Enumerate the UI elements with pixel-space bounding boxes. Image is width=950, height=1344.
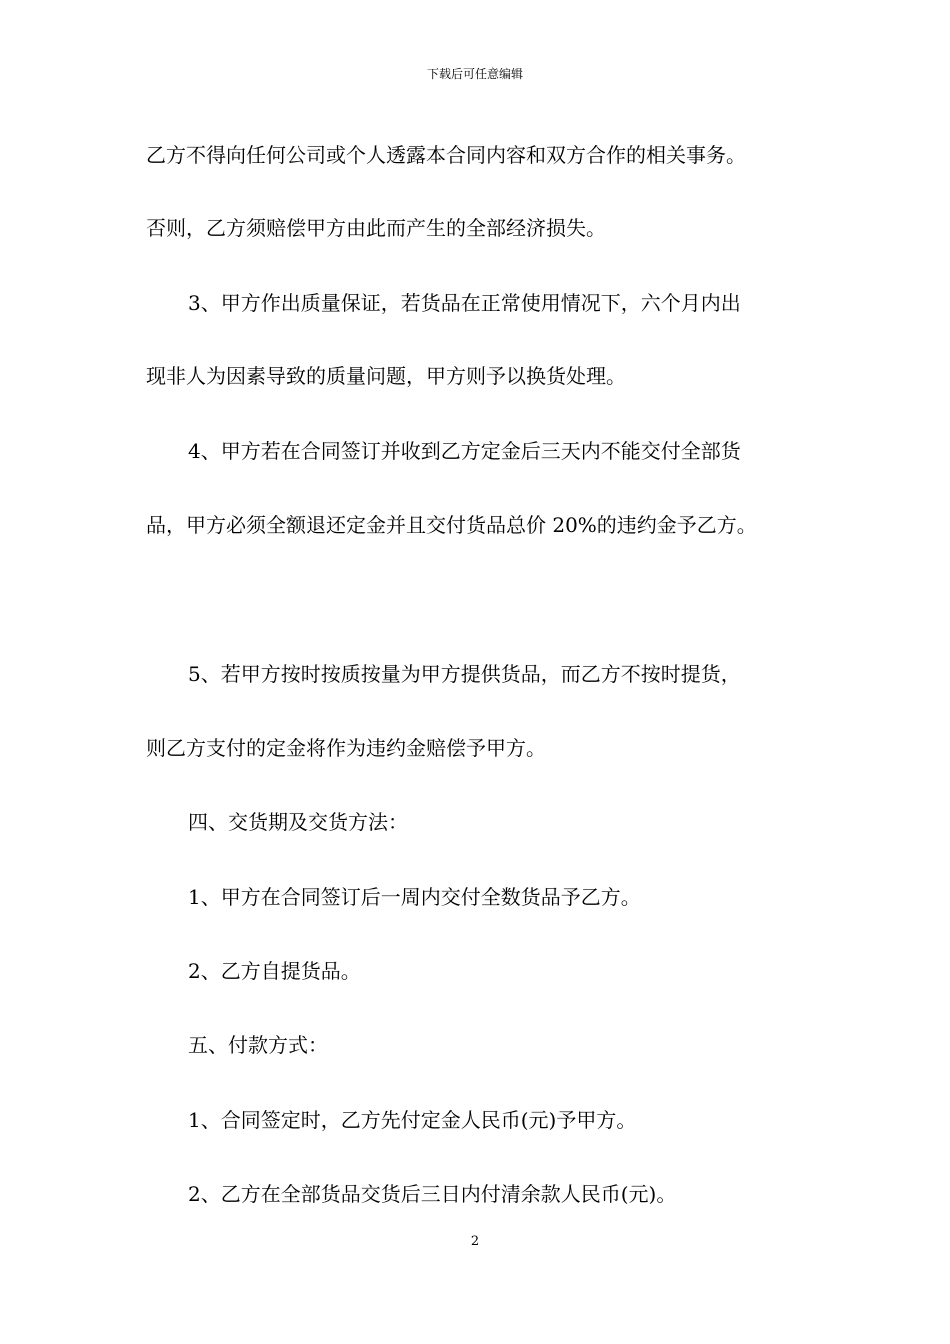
text-line-13: 1、合同签定时，乙方先付定金人民币(元)予甲方。 xyxy=(188,1108,637,1132)
text-line-8: 则乙方支付的定金将作为违约金赔偿予甲方。 xyxy=(146,736,546,760)
text-line-5: 4、甲方若在合同签订并收到乙方定金后三天内不能交付全部货 xyxy=(188,439,741,463)
text-line-3: 3、甲方作出质量保证，若货品在正常使用情况下，六个月内出 xyxy=(188,291,741,315)
page-header: 下载后可任意编辑 xyxy=(426,67,523,81)
text-line-14: 2、乙方在全部货品交货后三日内付清余款人民币(元)。 xyxy=(188,1182,677,1206)
text-line-11: 2、乙方自提货品。 xyxy=(188,959,361,983)
text-line-2: 否则，乙方须赔偿甲方由此而产生的全部经济损失。 xyxy=(146,216,606,240)
text-line-9: 四、交货期及交货方法： xyxy=(188,810,408,834)
page-number: 2 xyxy=(470,1234,480,1249)
text-line-6: 品，甲方必须全额退还定金并且交付货品总价 20%的违约金予乙方。 xyxy=(146,513,757,537)
text-line-10: 1、甲方在合同签订后一周内交付全数货品予乙方。 xyxy=(188,885,641,909)
text-line-1: 乙方不得向任何公司或个人透露本合同内容和双方合作的相关事务。 xyxy=(146,143,746,167)
text-line-4: 现非人为因素导致的质量问题，甲方则予以换货处理。 xyxy=(146,364,626,388)
text-line-7: 5、若甲方按时按质按量为甲方提供货品，而乙方不按时提货， xyxy=(188,662,741,686)
text-line-12: 五、付款方式： xyxy=(188,1033,328,1057)
